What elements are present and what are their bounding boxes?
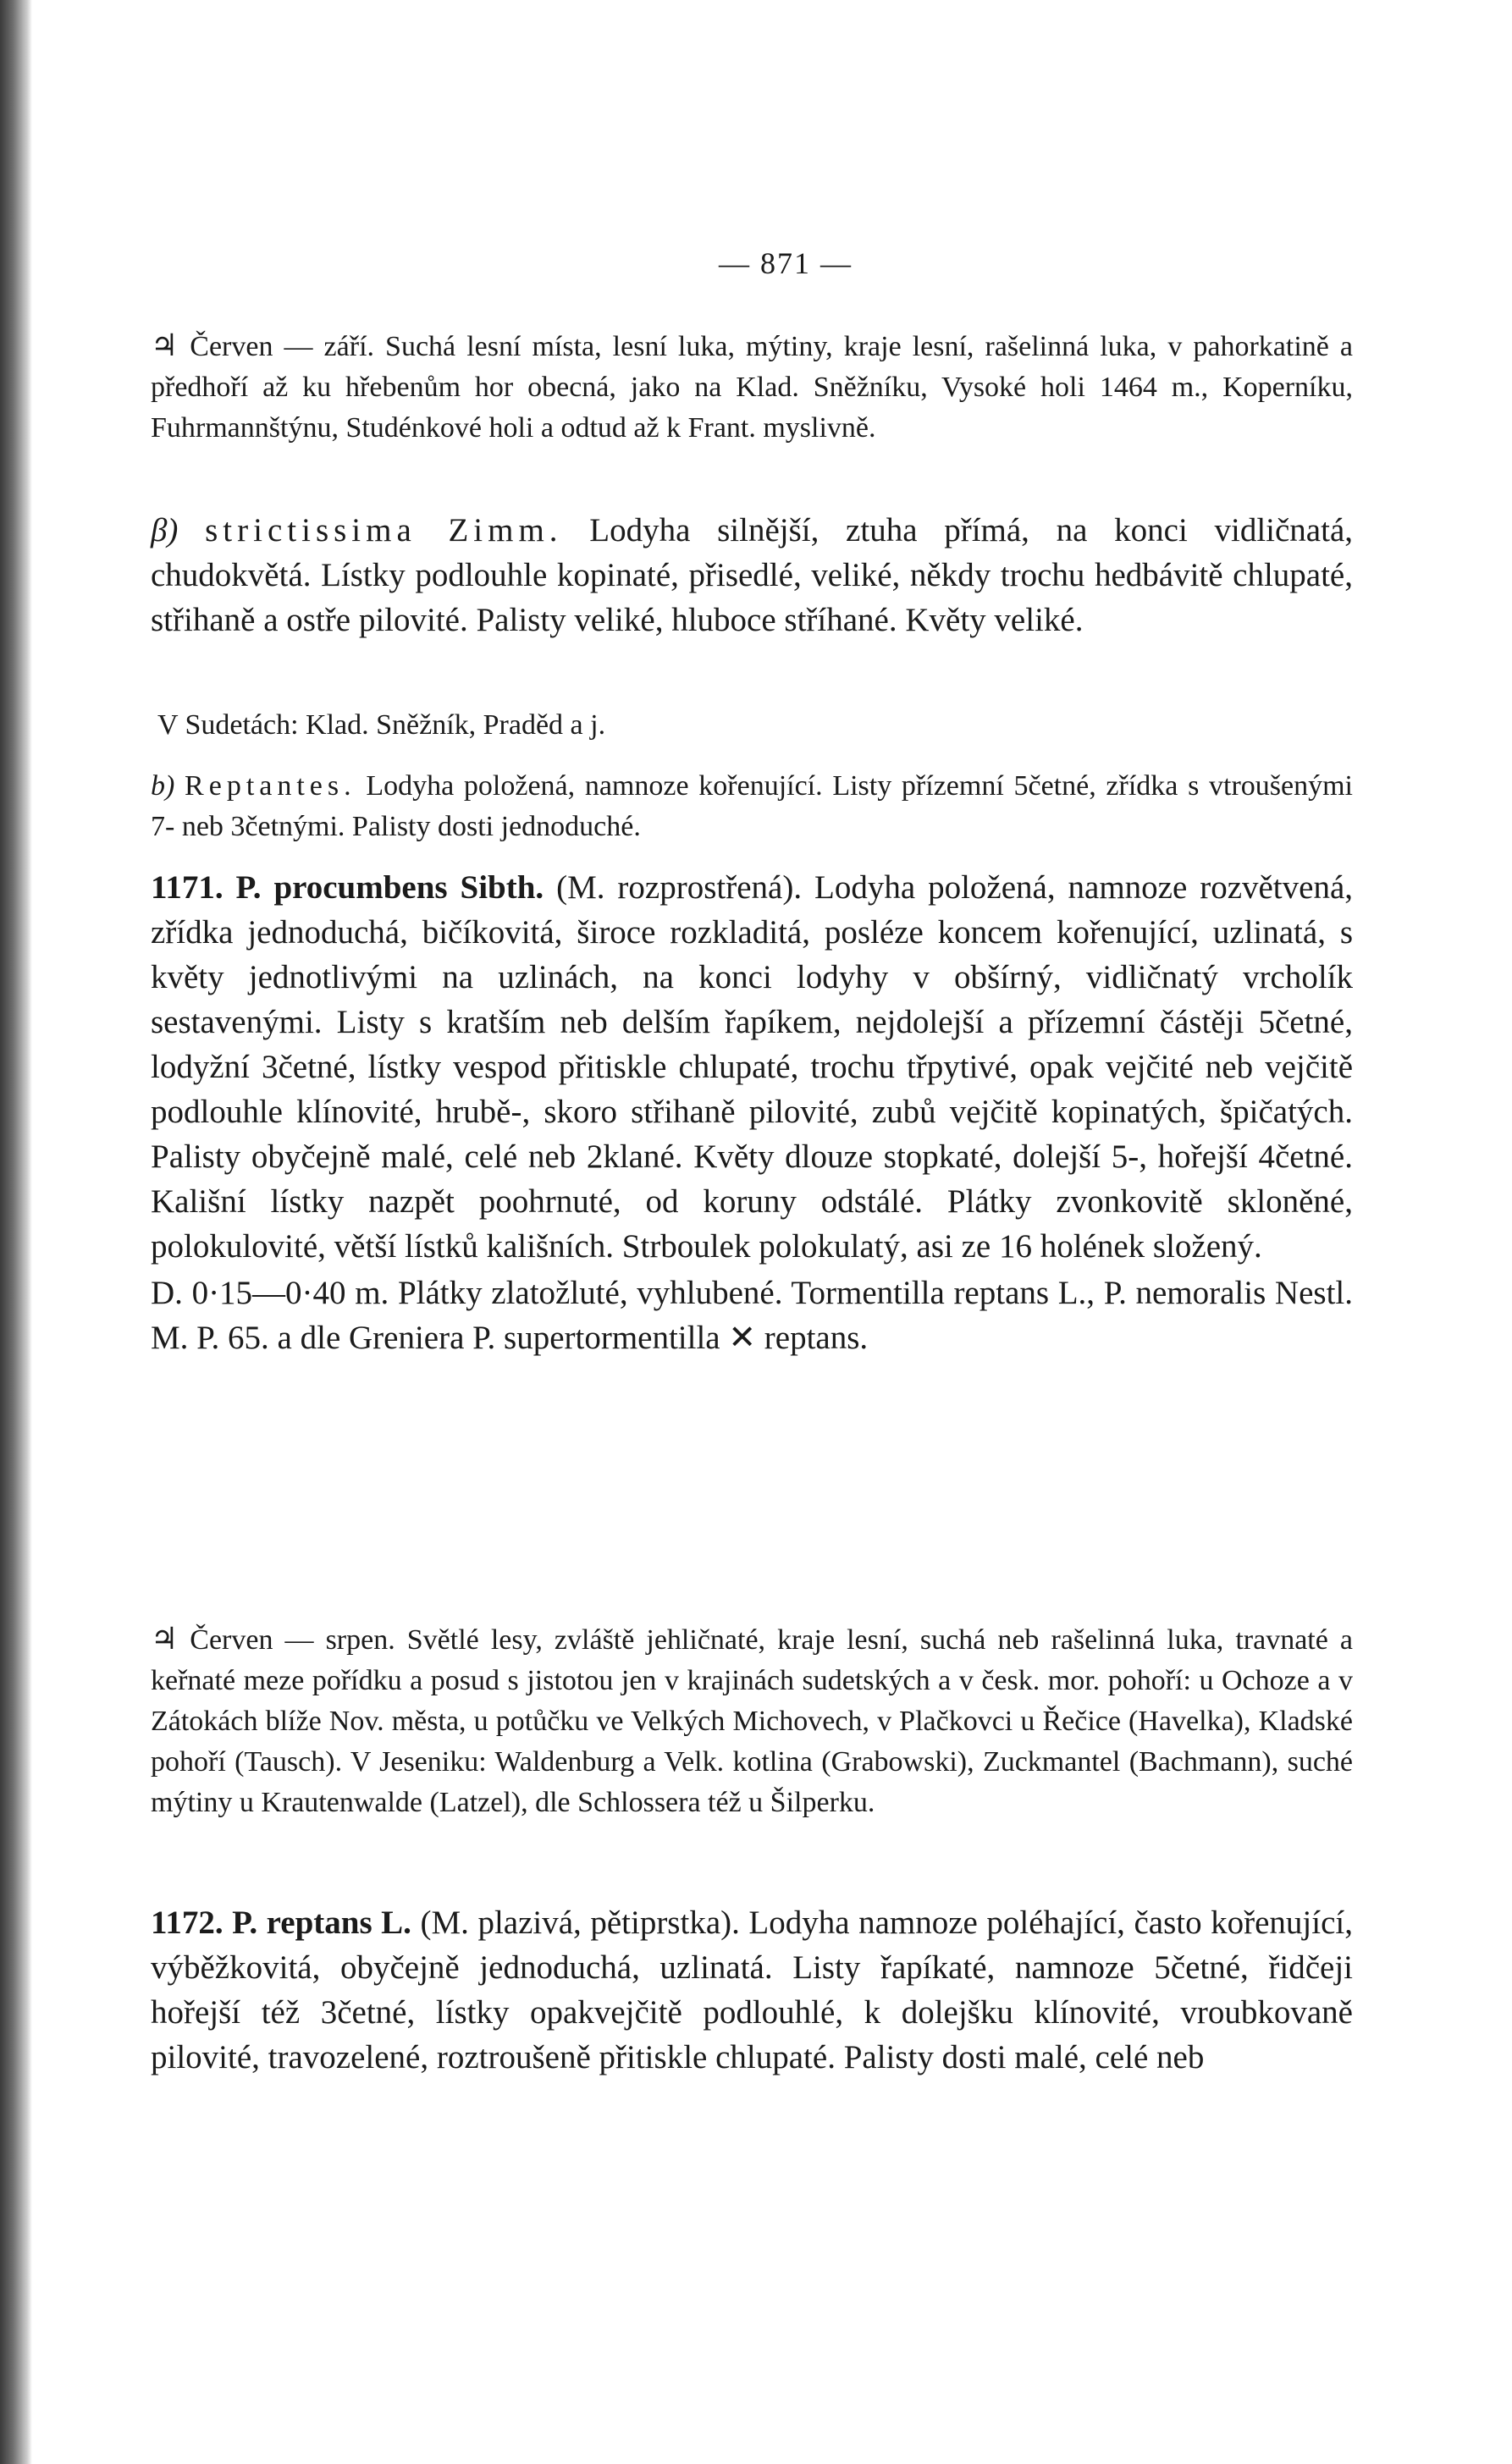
species-1171-distribution — [151, 1619, 1353, 1823]
species-1171-heading: 1171. P. procumbens Sibth. — [151, 869, 544, 906]
species-1172-common-name: (M. plazivá, pětiprstka). — [420, 1905, 740, 1941]
reptantes-name: Reptantes. — [185, 770, 356, 802]
variety-beta-name: strictissima Zimm. — [205, 512, 563, 548]
species-1172-description: Lodyha namnoze poléhající, často kořenující, výběžkovitá, obyčejně jednoduchá, uzlinatá. Listy řapíkaté, namnoze 5četné, řidčeji hořejší též 3četné, lístky opakvejčitě podlouhlé, k dolejšku klínovité, vroubkovaně pilovité, travozelené, roztroušeně přitiskle chlupaté. Palisty dosti malé, celé neb — [151, 1905, 1354, 2075]
reptantes-description: Lodyha položená, namnoze kořenující. Listy přízemní 5četné, zřídka s vtroušenými 7- neb 3četnými. Palisty dosti jednoduché. — [151, 770, 1354, 842]
species-1172-heading: 1172. P. reptans L. — [151, 1905, 411, 1941]
reptantes-label: b) — [151, 770, 175, 802]
species-1172-paragraph — [151, 1900, 1353, 2080]
species-1171-distribution-text: Červen — srpen. Světlé lesy, zvláště jehličnaté, kraje lesní, suchá neb rašelinná luka, travnaté a keřnaté meze pořídku a posud s jistotou jen v krajinách sudetských a v česk. mor. pohoří: u Ochoze a v Zátokách blíže Nov. města, u potůčku ve Velkých Michovech, v Plačkovci u Řečice (Havelka), Kladské pohoří (Tausch). V Jeseniku: Waldenburg a Velk. kotlina (Grabowski), Zuckmantel (Bachmann), suché mýtiny u Krautenwalde (Latzel), dle Schlossera též u Šilperku. — [151, 1624, 1353, 1818]
reptantes-paragraph — [151, 766, 1353, 847]
variety-beta-label: β) — [151, 512, 179, 548]
variety-beta-description: Lodyha silnější, ztuha přímá, na konci vidličnatá, chudokvětá. Lístky podlouhle kopinaté, přisedlé, veliké, někdy trochu hedbávitě chlupaté, střihaně a ostře pilovité. Palisty veliké, hluboce stříhané. Květy veliké. — [151, 512, 1354, 638]
variety-beta-paragraph — [151, 508, 1353, 642]
page-spine-shadow — [0, 0, 32, 2464]
species-1171-dimensions: D. 0·15—0·40 m. Plátky zlatožluté, vyhlubené. Tormentilla reptans L., P. nemoralis Nestl. M. P. 65. a dle Greniera P. supertormentilla ✕ reptans. — [151, 1275, 1353, 1356]
perennial-symbol: ♃ — [151, 1622, 179, 1656]
species-1171-common-name: (M. rozprostřená). — [556, 869, 803, 906]
book-page — [151, 0, 1361, 2464]
intro-paragraph — [151, 326, 1353, 449]
species-1171-description: Lodyha položená, namnoze rozvětvená, zřídka jednoduchá, bičíkovitá, široce rozkladitá, posléze koncem kořenující, uzlinatá, s květy jednotlivými na uzlinách, na konci lodyhy v obšírný, vidličnatý vrcholík sestavenými. Listy s kratším neb delším řapíkem, nejdolejší a přízemní částěji 5četné, lodyžní 3četné, lístky vespod přitiskle chlupaté, trochu třpytivé, opak vejčité neb vejčitě podlouhle klínovité, hrubě-, skoro střihaně pilovité, zubů vejčitě kopinatých, špičatých. Palisty obyčejně malé, celé neb 2klané. Květy dlouze stopkaté, dolejší 5-, hořejší 4četné. Kališní lístky nazpět poohrnuté, od koruny odstálé. Plátky zvonkovitě skloněné, polokulovité, větší lístků kališních. Strboulek polokulatý, asi ze 16 holének složený. — [151, 869, 1354, 1265]
perennial-symbol: ♃ — [151, 328, 179, 363]
species-1171-paragraph — [151, 865, 1353, 1360]
variety-beta-locality-text: V Sudetách: Klad. Sněžník, Praděd a j. — [157, 709, 606, 741]
page-number: — 871 — — [719, 246, 853, 280]
variety-beta-locality — [157, 705, 1360, 746]
intro-text: Červen — září. Suchá lesní místa, lesní luka, mýtiny, kraje lesní, rašelinná luka, v pahorkatině a předhoří až ku hřebenům hor obecná, jako na Klad. Sněžníku, Vysoké holi 1464 m., Koperníku, Fuhrmannštýnu, Studénkové holi a odtud až k Frant. myslivně. — [151, 331, 1353, 444]
